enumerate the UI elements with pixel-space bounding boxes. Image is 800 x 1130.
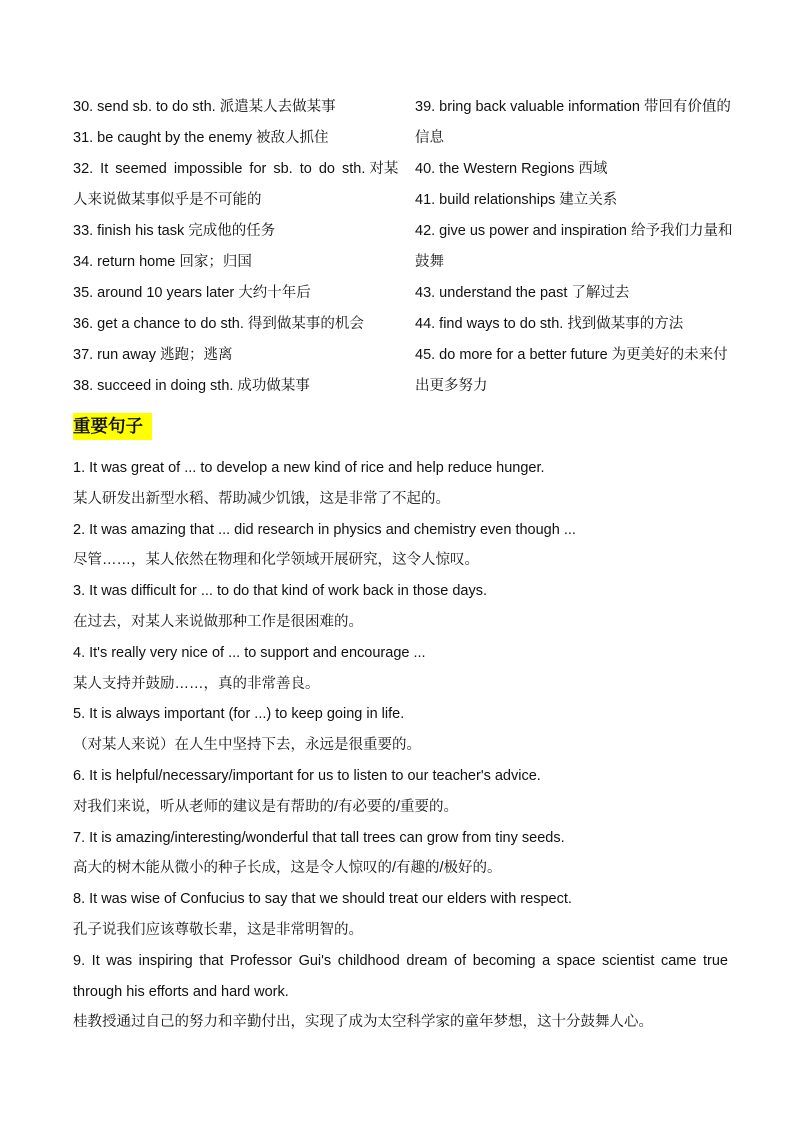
- sentence-en: 3. It was difficult for ... to do that kind of work back in those days.: [73, 583, 487, 600]
- phrase-cn: 为更美好的未来付出更多努力: [415, 347, 728, 394]
- phrase-cn: 带回有价值的信息: [415, 99, 731, 146]
- phrase-item: [73, 247, 405, 278]
- phrase-en: 41. build relationships: [415, 192, 556, 208]
- phrase-en: 39. bring back valuable information: [415, 99, 640, 115]
- sentence-cn: 某人研发出新型水稻、帮助减少饥饿，这是非常了不起的。: [73, 490, 450, 507]
- sentence-en: 8. It was wise of Confucius to say that we should treat our elders with respect.: [73, 891, 572, 908]
- phrase-en: 36. get a chance to do sth.: [73, 316, 244, 332]
- sentence-cn: 对我们来说，听从老师的建议是有帮助的/有必要的/重要的。: [73, 798, 459, 815]
- phrase-cn: 完成他的任务: [188, 223, 276, 239]
- phrase-cn: 回家；归国: [179, 254, 252, 270]
- phrase-cn: 西域: [578, 161, 608, 177]
- phrase-column-left: [73, 92, 405, 402]
- phrase-cn: 成功做某事: [237, 378, 310, 394]
- sentence-en: 1. It was great of ... to develop a new kind of rice and help reduce hunger.: [73, 460, 545, 476]
- phrase-en: 30. send sb. to do sth.: [73, 99, 216, 115]
- phrase-cn: 建立关系: [559, 192, 618, 208]
- phrase-en: 45. do more for a better future: [415, 347, 608, 363]
- phrase-cn: 给予我们力量和鼓舞: [415, 223, 733, 270]
- phrase-item: [415, 278, 733, 309]
- sentence-cn: 某人支持并鼓励……，真的非常善良。: [73, 675, 320, 692]
- phrase-en: 32. It seemed impossible for sb. to do sth.: [73, 161, 366, 177]
- sentence-en: 9. It was inspiring that Professor Gui's childhood dream of becoming a space scientist came true through his efforts and hard work.: [73, 952, 728, 1000]
- sentence-cn: （对某人来说）在人生中坚持下去，永远是很重要的。: [73, 737, 421, 754]
- sentence-en: 2. It was amazing that ... did research in physics and chemistry even though ...: [73, 521, 576, 538]
- sentence-en: 7. It is amazing/interesting/wonderful that tall trees can grow from tiny seeds.: [73, 829, 565, 846]
- phrase-list: [73, 92, 733, 402]
- phrase-item: [415, 185, 733, 216]
- phrase-item: [415, 154, 733, 185]
- phrase-item: [73, 123, 405, 154]
- phrase-item: [415, 216, 733, 278]
- phrase-en: 38. succeed in doing sth.: [73, 378, 234, 394]
- phrase-cn: 找到做某事的方法: [567, 316, 684, 332]
- phrase-item: [73, 371, 405, 402]
- sentence-cn: 高大的树木能从微小的种子长成，这是令人惊叹的/有趣的/极好的。: [73, 860, 502, 877]
- phrase-cn: 派遣某人去做某事: [219, 99, 336, 115]
- phrase-item: [73, 92, 405, 123]
- sentence-list: [73, 453, 728, 1038]
- phrase-item: [73, 154, 405, 216]
- sentence-en: 6. It is helpful/necessary/important for us to listen to our teacher's advice.: [73, 767, 541, 784]
- phrase-column-right: [415, 92, 733, 402]
- phrase-en: 40. the Western Regions: [415, 161, 575, 177]
- phrase-cn: 了解过去: [571, 285, 630, 301]
- phrase-en: 42. give us power and inspiration: [415, 223, 627, 239]
- phrase-item: [73, 278, 405, 309]
- sentence-cn: 在过去，对某人来说做那种工作是很困难的。: [73, 613, 363, 630]
- sentence-en: 5. It is always important (for ...) to keep going in life.: [73, 706, 405, 723]
- phrase-en: 31. be caught by the enemy: [73, 130, 252, 146]
- phrase-cn: 逃跑；逃离: [160, 347, 233, 363]
- phrase-en: 44. find ways to do sth.: [415, 316, 564, 332]
- phrase-item: [73, 309, 405, 340]
- sentence-cn: 孔子说我们应该尊敬长辈，这是非常明智的。: [73, 921, 363, 938]
- sentence-cn: 桂教授通过自己的努力和辛勤付出，实现了成为太空科学家的童年梦想，这十分鼓舞人心。: [73, 1014, 653, 1031]
- phrase-en: 33. finish his task: [73, 223, 185, 239]
- phrase-cn: 得到做某事的机会: [247, 316, 364, 332]
- phrase-cn: 对某人来说做某事似乎是不可能的: [73, 161, 399, 208]
- phrase-cn: 被敌人抓住: [255, 130, 329, 146]
- phrase-item: [415, 92, 733, 154]
- phrase-item: [415, 309, 733, 340]
- sentence-en: 4. It's really very nice of ... to support and encourage ...: [73, 644, 426, 661]
- phrase-en: 37. run away: [73, 347, 157, 363]
- phrase-en: 34. return home: [73, 254, 176, 270]
- phrase-en: 35. around 10 years later: [73, 285, 235, 301]
- phrase-cn: 大约十年后: [238, 285, 311, 301]
- phrase-en: 43. understand the past: [415, 285, 568, 301]
- phrase-item: [73, 216, 405, 247]
- section-heading: 重要句子: [73, 413, 152, 440]
- sentence-cn: 尽管……，某人依然在物理和化学领域开展研究，这令人惊叹。: [73, 552, 479, 569]
- phrase-item: [415, 340, 733, 402]
- phrase-item: [73, 340, 405, 371]
